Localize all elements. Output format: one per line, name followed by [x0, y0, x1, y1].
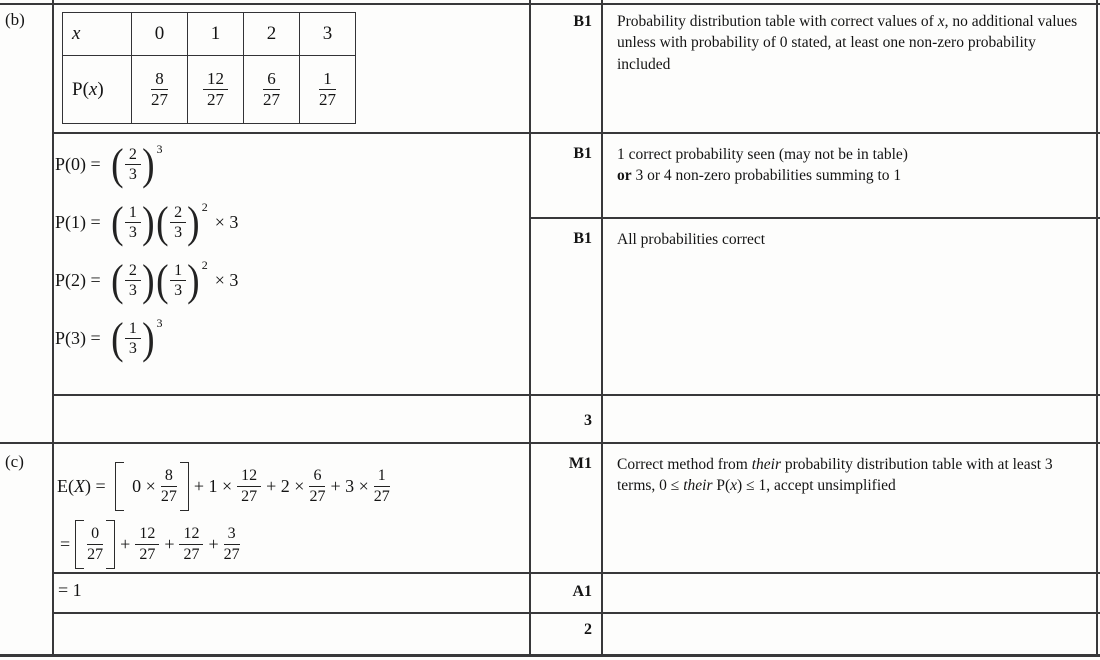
exponent: 3 [156, 142, 163, 156]
x-value-cell: 0 [132, 13, 188, 56]
times-three: × 3 [214, 212, 239, 232]
mark-total-b: 3 [584, 412, 592, 429]
guidance-b-row3: All probabilities correct [617, 231, 766, 248]
fraction: $\frac{1}{3}$ [125, 320, 141, 358]
formula-expectation-simplified: = $\frac{0}{27}$ + $\frac{12}{27}$ + $\frac{12}{27}$ + $\frac{3}{27}$ [60, 518, 240, 570]
table-header-px: P(x) [63, 56, 132, 124]
part-c-label: (c) [5, 452, 24, 471]
probability-cell [244, 56, 300, 124]
fraction: $\frac{2}{3}$ [170, 204, 186, 242]
mark-a1: A1 [572, 583, 592, 600]
fraction: $\frac{2}{3}$ [125, 262, 141, 300]
row-border-bottom [0, 654, 1100, 657]
right-paren: ) [141, 139, 155, 189]
row-border-top [0, 3, 1100, 5]
row-border-part-c [0, 442, 1100, 444]
formula-p0: P(0) = ( $\frac{2}{3}$ ) 3 [55, 139, 163, 189]
fraction: $\frac{12}{27}$ [179, 525, 203, 563]
fraction: $\frac{12}{27}$ [135, 525, 159, 563]
exponent: 2 [201, 258, 208, 272]
fraction: $\frac{12}{27}$ [203, 70, 228, 110]
guidance-line: 1 correct probability seen (may not be in table) [617, 146, 908, 163]
mark-total-c: 2 [584, 621, 592, 638]
column-border-answer [529, 0, 531, 657]
row-border-b1-split [529, 217, 1100, 219]
formula-p2: P(2) = ( $\frac{2}{3}$ ) ( $\frac{1}{3}$ ) 2 × 3 [55, 255, 239, 305]
left-paren: ( [156, 255, 170, 305]
left-bracket [75, 520, 84, 569]
fraction: $\frac{1}{3}$ [170, 262, 186, 300]
fraction: $\frac{6}{27}$ [263, 68, 280, 109]
formula-p1: P(1) = ( $\frac{1}{3}$ ) ( $\frac{2}{3}$ ) 2 × 3 [55, 197, 239, 247]
left-paren: ( [156, 197, 170, 247]
x-value-cell: 2 [244, 13, 300, 56]
probability-cell [300, 56, 356, 124]
fraction: $\frac{1}{27}$ [319, 68, 336, 109]
fraction: $\frac{0}{27}$ [87, 525, 104, 563]
times-three: × 3 [214, 270, 239, 290]
mark-b1-row3: B1 [573, 230, 592, 247]
formula-result: = 1 [58, 580, 82, 600]
row-border-c-answer [52, 572, 1100, 574]
fraction: $\frac{8}{27}$ [160, 467, 177, 505]
guidance-c-m1: Correct method from their probability distribution table with at least 3 terms, 0 ≤ their P(x) ≤ 1, accept unsimplified [617, 456, 1053, 495]
mark-b1-row2: B1 [573, 145, 592, 162]
fraction: $\frac{3}{27}$ [223, 525, 240, 563]
fraction: $\frac{12}{27}$ [237, 467, 261, 505]
formula-expectation: E(X) = 0 × $\frac{8}{27}$ + 1 × $\frac{12}{27}$ + 2 × $\frac{6}{27}$ + 3 × $\frac{1}{27}$ [57, 458, 390, 514]
part-b-label: (b) [5, 10, 25, 29]
right-paren: ) [141, 197, 155, 247]
fraction: $\frac{1}{27}$ [373, 467, 390, 505]
probability-table-container [62, 12, 356, 124]
guidance-b-row2 [617, 144, 1079, 187]
row-border-b-total [52, 394, 1100, 396]
fraction: $\frac{8}{27}$ [151, 68, 168, 109]
formula-p3: P(3) = ( $\frac{1}{3}$ ) 3 [55, 313, 163, 363]
right-paren: ) [141, 313, 155, 363]
x-value-cell: 1 [188, 13, 244, 56]
left-paren: ( [111, 313, 124, 363]
row-border-c-total [52, 612, 1100, 614]
right-bracket [106, 520, 115, 569]
guidance-b-row1: Probability distribution table with correct values of x, no additional values unless with probability of 0 stated, at least one non-zero probability included [617, 13, 1078, 73]
column-border-marks [601, 0, 603, 657]
mark-b1-row1: B1 [573, 13, 592, 30]
probability-cell [188, 56, 244, 124]
column-border-label [52, 0, 54, 657]
left-paren: ( [111, 197, 124, 247]
mark-m1: M1 [568, 455, 592, 472]
fraction: $\frac{6}{27}$ [309, 467, 326, 505]
left-paren: ( [111, 139, 124, 189]
right-paren: ) [141, 255, 155, 305]
probability-cell [132, 56, 188, 124]
exponent: 2 [201, 200, 208, 214]
exponent: 3 [156, 316, 163, 330]
right-bracket [180, 462, 189, 511]
fraction: $\frac{1}{3}$ [125, 204, 141, 242]
table-header-x: x [63, 13, 132, 56]
left-paren: ( [111, 255, 124, 305]
x-value-cell: 3 [300, 13, 356, 56]
part-b-working [55, 139, 238, 371]
column-border-right [1096, 0, 1098, 657]
right-paren: ) [187, 255, 200, 305]
right-paren: ) [187, 197, 200, 247]
guidance-line: or 3 or 4 non-zero probabilities summing to 1 [617, 167, 902, 185]
probability-distribution-table [62, 12, 356, 124]
fraction: $\frac{2}{3}$ [125, 146, 141, 184]
row-border-b-table [52, 132, 1100, 134]
left-bracket [115, 462, 124, 511]
